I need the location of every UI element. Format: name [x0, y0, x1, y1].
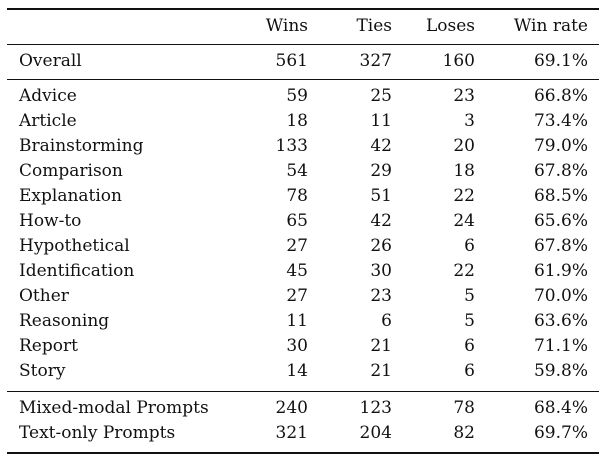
row-wins: 27	[286, 286, 308, 306]
table-row	[7, 309, 599, 334]
header-win-rate: Win rate	[513, 16, 588, 36]
row-ties: 11	[370, 111, 392, 131]
row-loses: 160	[442, 51, 475, 71]
row-win-rate: 73.4%	[533, 111, 588, 131]
table-row	[7, 209, 599, 234]
row-wins: 321	[275, 423, 308, 443]
table-row	[7, 284, 599, 309]
row-name: How-to	[19, 211, 82, 231]
row-win-rate: 79.0%	[533, 136, 588, 156]
row-wins: 65	[286, 211, 308, 231]
header-row	[7, 14, 599, 39]
row-loses: 23	[453, 86, 475, 106]
bottom-rule	[7, 452, 599, 454]
row-ties: 6	[381, 311, 392, 331]
row-ties: 25	[370, 86, 392, 106]
row-name: Identification	[19, 261, 135, 281]
table-row	[7, 134, 599, 159]
row-loses: 78	[453, 398, 475, 418]
row-name: Report	[19, 336, 78, 356]
row-ties: 51	[370, 186, 392, 206]
header-loses: Loses	[425, 16, 475, 36]
row-ties: 30	[370, 261, 392, 281]
table-row	[7, 184, 599, 209]
row-name: Overall	[19, 51, 82, 71]
row-ties: 29	[370, 161, 392, 181]
row-loses: 82	[453, 423, 475, 443]
row-ties: 204	[359, 423, 392, 443]
row-loses: 18	[453, 161, 475, 181]
row-ties: 21	[370, 336, 392, 356]
row-loses: 22	[453, 261, 475, 281]
row-wins: 14	[286, 361, 308, 381]
table-row	[7, 159, 599, 184]
row-name: Article	[19, 111, 77, 131]
table-row	[7, 109, 599, 134]
row-loses: 20	[453, 136, 475, 156]
row-win-rate: 69.1%	[533, 51, 588, 71]
modality-rows	[7, 396, 599, 446]
category-rows	[7, 84, 599, 384]
row-loses: 24	[453, 211, 475, 231]
row-wins: 11	[286, 311, 308, 331]
table-row	[7, 359, 599, 384]
row-wins: 30	[286, 336, 308, 356]
results-table	[7, 8, 599, 454]
row-wins: 18	[286, 111, 308, 131]
row-win-rate: 71.1%	[533, 336, 588, 356]
row-win-rate: 70.0%	[533, 286, 588, 306]
table-row	[7, 396, 599, 421]
row-loses: 6	[464, 336, 475, 356]
row-name: Explanation	[19, 186, 122, 206]
row-name: Mixed-modal Prompts	[19, 398, 209, 418]
row-win-rate: 66.8%	[533, 86, 588, 106]
header-wins: Wins	[265, 16, 308, 36]
row-wins: 54	[286, 161, 308, 181]
header-ties: Ties	[356, 16, 392, 36]
row-wins: 45	[286, 261, 308, 281]
row-ties: 42	[370, 136, 392, 156]
table-row	[7, 84, 599, 109]
table-row	[7, 334, 599, 359]
row-name: Comparison	[19, 161, 123, 181]
row-loses: 3	[464, 111, 475, 131]
row-wins: 133	[275, 136, 308, 156]
row-ties: 123	[359, 398, 392, 418]
table-row	[7, 234, 599, 259]
row-win-rate: 59.8%	[533, 361, 588, 381]
row-win-rate: 65.6%	[533, 211, 588, 231]
row-win-rate: 67.8%	[533, 236, 588, 256]
row-win-rate: 68.5%	[533, 186, 588, 206]
table-row	[7, 421, 599, 446]
overall-row	[7, 49, 599, 74]
row-ties: 42	[370, 211, 392, 231]
row-win-rate: 61.9%	[533, 261, 588, 281]
row-wins: 59	[286, 86, 308, 106]
row-name: Advice	[19, 86, 77, 106]
row-win-rate: 63.6%	[533, 311, 588, 331]
row-loses: 5	[464, 311, 475, 331]
row-win-rate: 68.4%	[533, 398, 588, 418]
row-ties: 26	[370, 236, 392, 256]
row-name: Text-only Prompts	[19, 423, 176, 443]
row-wins: 27	[286, 236, 308, 256]
row-name: Story	[19, 361, 66, 381]
row-loses: 6	[464, 236, 475, 256]
row-win-rate: 69.7%	[533, 423, 588, 443]
row-wins: 240	[275, 398, 308, 418]
row-name: Other	[19, 286, 69, 306]
row-loses: 5	[464, 286, 475, 306]
row-name: Hypothetical	[19, 236, 130, 256]
table-row	[7, 259, 599, 284]
row-loses: 6	[464, 361, 475, 381]
row-name: Reasoning	[19, 311, 110, 331]
row-ties: 327	[359, 51, 392, 71]
row-name: Brainstorming	[19, 136, 144, 156]
row-wins: 78	[286, 186, 308, 206]
row-wins: 561	[275, 51, 308, 71]
row-loses: 22	[453, 186, 475, 206]
row-ties: 21	[370, 361, 392, 381]
row-ties: 23	[370, 286, 392, 306]
row-win-rate: 67.8%	[533, 161, 588, 181]
